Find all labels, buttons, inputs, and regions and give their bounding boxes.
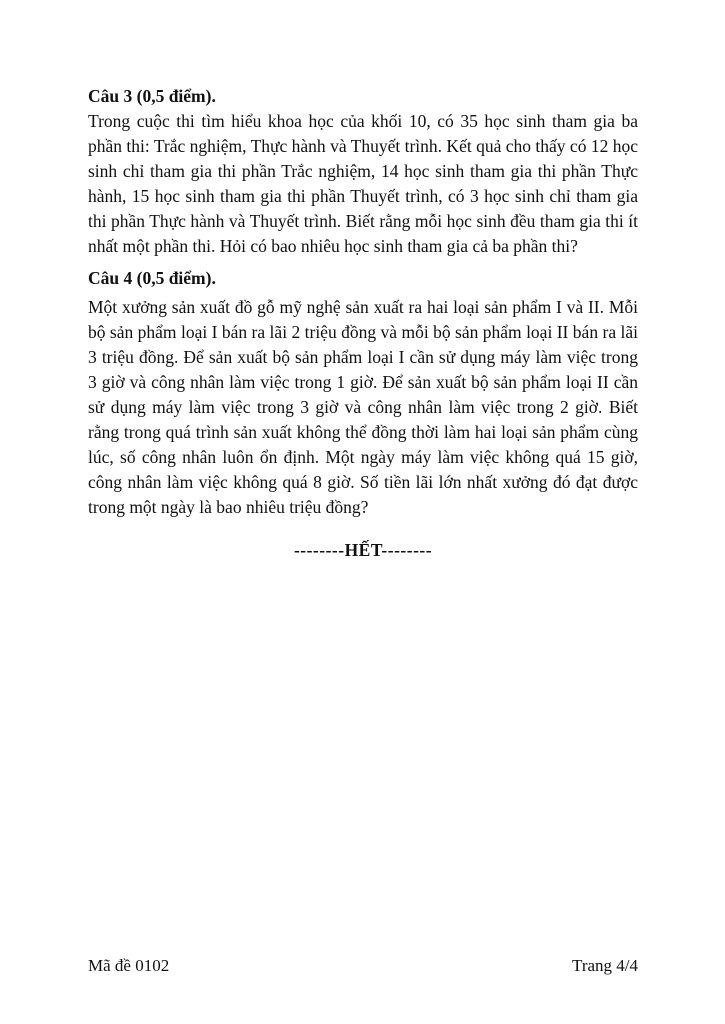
question-3-heading: Câu 3 (0,5 điểm).: [88, 86, 216, 106]
footer-doc-code: Mã đề 0102: [88, 956, 170, 975]
end-marker: --------HẾT--------: [293, 540, 433, 560]
footer-page-number: Trang 4/4: [572, 956, 638, 975]
page-footer: [88, 955, 638, 977]
question-4-heading: Câu 4 (0,5 điểm).: [88, 268, 216, 288]
question-4-body: Một xưởng sản xuất đồ gỗ mỹ nghệ sản xuất ra hai loại sản phẩm I và II. Mỗi bộ sản phẩm loại I bán ra lãi 2 triệu đồng và mỗi bộ sản phẩm loại II bán ra lãi 3 triệu đồng. Để sản xuất bộ sản phẩm loại I cần sử dụng máy làm việc trong 3 giờ và công nhân làm việc trong 1 giờ. Để sản xuất bộ sản phẩm loại II cần sử dụng máy làm việc trong 3 giờ và công nhân làm việc trong 2 giờ. Biết rằng trong quá trình sản xuất không thể đồng thời làm hai loại sản phẩm cùng lúc, số công nhân luôn ổn định. Một ngày máy làm việc không quá 15 giờ, công nhân làm việc không quá 8 giờ. Số tiền lãi lớn nhất xưởng đó đạt được trong một ngày là bao nhiêu triệu đồng?: [88, 297, 638, 517]
document-content: [88, 84, 638, 563]
question-3-body: Trong cuộc thi tìm hiểu khoa học của khối 10, có 35 học sinh tham gia ba phần thi: Trắc nghiệm, Thực hành và Thuyết trình. Kết quả cho thấy có 12 học sinh chỉ tham gia thi phần Trắc nghiệm, 14 học sinh tham gia thi phần Thực hành, 15 học sinh tham gia thi phần Thuyết trình, có 3 học sinh chỉ tham gia thi phần Thực hành và Thuyết trình. Biết rằng mỗi học sinh đều tham gia thi ít nhất một phần thi. Hỏi có bao nhiêu học sinh tham gia cả ba phần thi?: [88, 111, 638, 256]
